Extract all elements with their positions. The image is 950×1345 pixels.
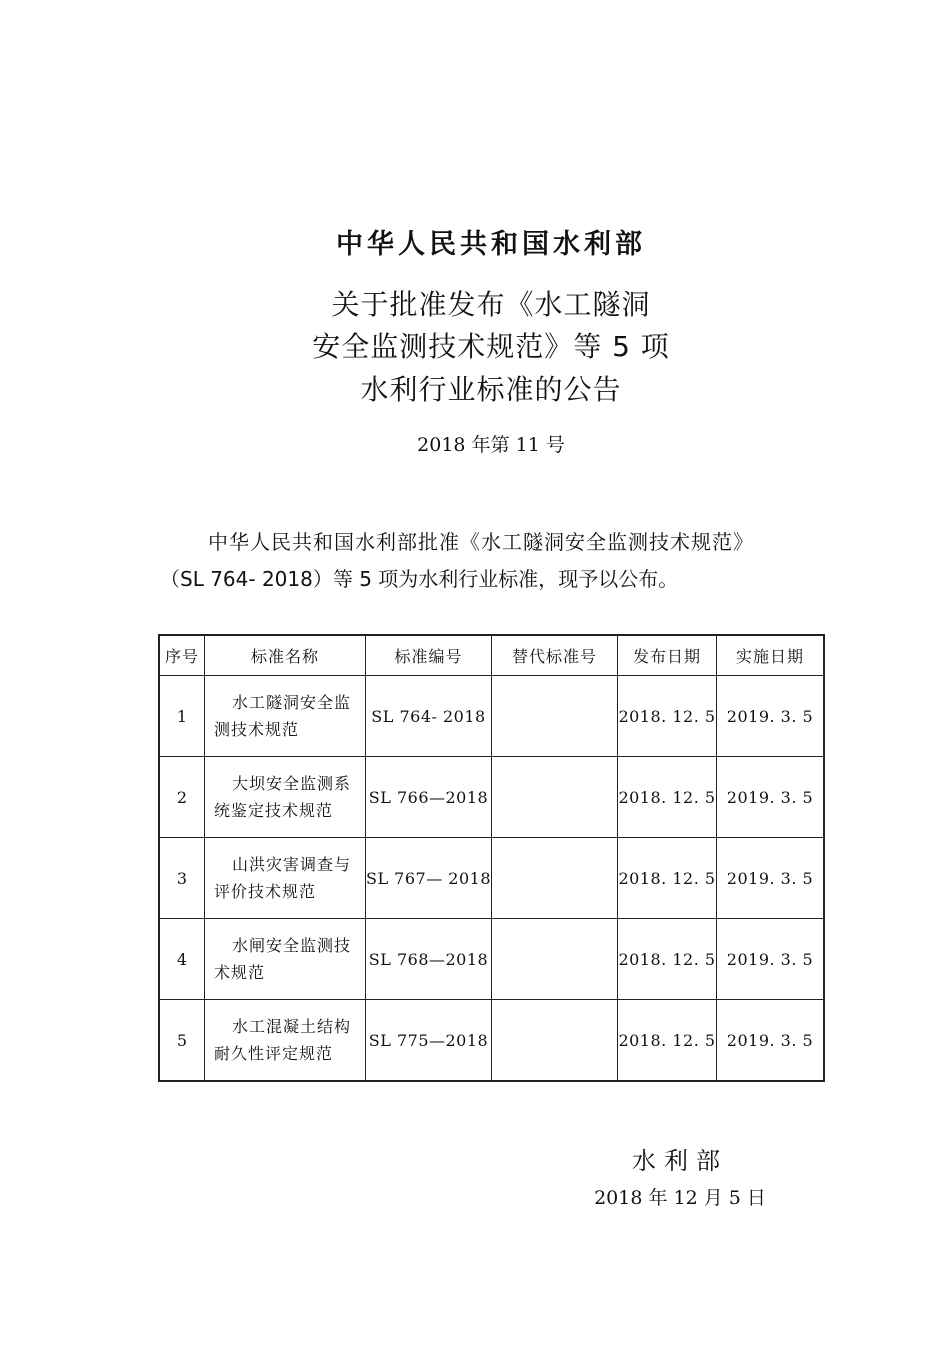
cell-replaced-standard (492, 838, 618, 919)
announcement-title-line-1: 关于批准发布《水工隧洞 (331, 288, 651, 321)
header-standard-name: 标准名称 (205, 635, 366, 676)
cell-effective-date: 2019. 3. 5 (717, 838, 825, 919)
cell-replaced-standard (492, 676, 618, 757)
cell-standard-name: 山洪灾害调查与评价技术规范 (205, 838, 366, 919)
table-row (159, 919, 824, 1000)
header-serial-no: 序号 (159, 635, 205, 676)
cell-effective-date: 2019. 3. 5 (717, 1000, 825, 1082)
table-row (159, 1000, 824, 1082)
cell-serial-no: 2 (159, 757, 205, 838)
document-number: 2018 年第 11 号 (417, 434, 565, 456)
announcement-title-line-2: 安全监测技术规范》等 5 项 (312, 330, 670, 363)
table-row (159, 757, 824, 838)
cell-replaced-standard (492, 919, 618, 1000)
cell-publish-date: 2018. 12. 5 (618, 757, 717, 838)
body-paragraph-line-1: 中华人民共和国水利部批准《水工隧洞安全监测技术规范》 (208, 530, 754, 554)
cell-standard-code: SL 764- 2018 (366, 676, 492, 757)
cell-replaced-standard (492, 1000, 618, 1082)
cell-standard-name: 水闸安全监测技术规范 (205, 919, 366, 1000)
cell-publish-date: 2018. 12. 5 (618, 1000, 717, 1082)
standards-table (158, 634, 825, 1082)
header-effective-date: 实施日期 (717, 635, 825, 676)
cell-serial-no: 5 (159, 1000, 205, 1082)
cell-effective-date: 2019. 3. 5 (717, 919, 825, 1000)
table-row (159, 838, 824, 919)
cell-standard-name: 水工混凝土结构耐久性评定规范 (205, 1000, 366, 1082)
cell-replaced-standard (492, 757, 618, 838)
issuing-organization: 中华人民共和国水利部 (336, 229, 646, 260)
signature-organization: 水利部 (632, 1147, 728, 1175)
header-standard-code: 标准编号 (366, 635, 492, 676)
table-header-row (159, 635, 824, 676)
cell-publish-date: 2018. 12. 5 (618, 676, 717, 757)
cell-standard-code: SL 767— 2018 (366, 838, 492, 919)
cell-standard-name: 水工隧洞安全监测技术规范 (205, 676, 366, 757)
table-row (159, 676, 824, 757)
header-publish-date: 发布日期 (618, 635, 717, 676)
cell-standard-name: 大坝安全监测系统鉴定技术规范 (205, 757, 366, 838)
cell-serial-no: 3 (159, 838, 205, 919)
announcement-title-line-3: 水利行业标准的公告 (360, 373, 622, 406)
signature-date: 2018 年 12 月 5 日 (594, 1187, 766, 1209)
header-replaced-standard: 替代标准号 (492, 635, 618, 676)
cell-serial-no: 4 (159, 919, 205, 1000)
cell-effective-date: 2019. 3. 5 (717, 757, 825, 838)
cell-standard-code: SL 766—2018 (366, 757, 492, 838)
cell-standard-code: SL 768—2018 (366, 919, 492, 1000)
cell-serial-no: 1 (159, 676, 205, 757)
body-paragraph-line-2: （SL 764- 2018）等 5 项为水利行业标准，现予以公布。 (160, 567, 679, 591)
cell-publish-date: 2018. 12. 5 (618, 919, 717, 1000)
cell-standard-code: SL 775—2018 (366, 1000, 492, 1082)
cell-effective-date: 2019. 3. 5 (717, 676, 825, 757)
cell-publish-date: 2018. 12. 5 (618, 838, 717, 919)
